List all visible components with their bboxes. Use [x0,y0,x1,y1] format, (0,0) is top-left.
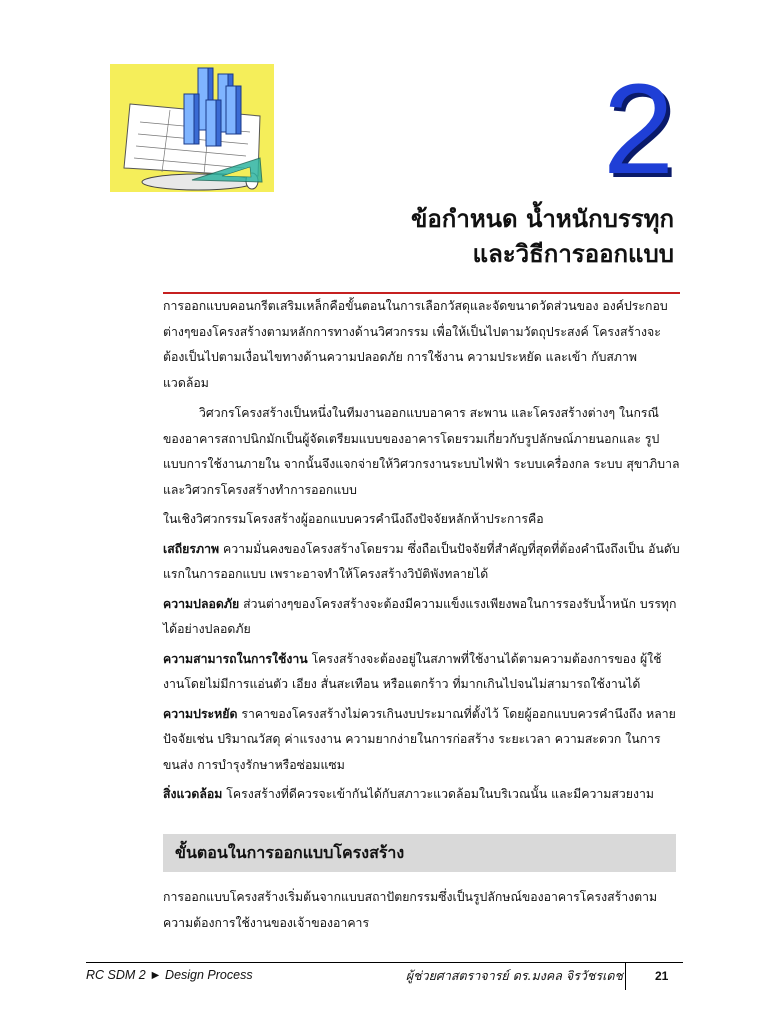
chapter-illustration [110,64,274,192]
section-heading-box [163,834,676,872]
chapter-title-line2: และวิธีการออกแบบ [472,240,674,268]
body-text [163,294,680,808]
factor-term: ความประหยัด [163,706,238,721]
footer-course-title: RC SDM 2 ► Design Process [86,968,253,982]
factor-serviceability [163,647,680,698]
factor-term: เสถียรภาพ [163,541,220,556]
section-paragraph: การออกแบบโครงสร้างเริ่มต้นจากแบบสถาปัตยกรรมซึ่งเป็นรูปลักษณ์ของอาคารโครงสร้างตาม ความต้องการใช้งานของเจ้าของอาคาร [163,890,658,930]
section-heading: ขั้นตอนในการออกแบบโครงสร้าง [175,842,405,862]
factor-environment [163,782,680,808]
intro-paragraph: การออกแบบคอนกรีตเสริมเหล็กคือขั้นตอนในการเลือกวัสดุและจัดขนาดวัดส่วนของ องค์ประกอบต่างๆของโครงสร้างตามหลักการทางด้านวิศวกรรม เพื่อให้เป็นไปตามวัตถุประสงค์ โครงสร้างจะต้องเป็นไปตามเงื่อนไขทางด้านความปลอดภัย การใช้งาน ความประหยัด และเข้า กับสภาพแวดล้อม [163,299,668,390]
chapter-number: 2 [602,58,674,201]
engineer-paragraph: วิศวกรโครงสร้างเป็นหนึ่งในทีมงานออกแบบอาคาร สะพาน และโครงสร้างต่างๆ ในกรณี ของอาคารสถาปนิกมักเป็นผู้จัดเตรียมแบบของอาคารโดยรวมเกี่ยวกับรูปลักษณ์ภายนอกและ รูปแบบการใช้งานภายใน จากนั้นจึงแจกจ่ายให้วิศวกรงานระบบไฟฟ้า ระบบเครื่องกล ระบบ สุขาภิบาล และวิศวกรโครงสร้างทำการออกแบบ [163,406,680,497]
factor-safety [163,592,680,643]
factor-text: ส่วนต่างๆของโครงสร้างจะต้องมีความแข็งแรงเพียงพอในการรองรับน้ำหนัก บรรทุกได้อย่างปลอดภัย [163,596,677,636]
footer-separator [625,962,626,990]
factor-text: โครงสร้างที่ดีควรจะเข้ากันได้กับสภาวะแวดล้อมในบริเวณนั้น และมีความสวยงาม [222,787,655,801]
chapter-title-line1: ข้อกำหนด น้ำหนักบรรทุก [410,205,674,233]
factor-text: โครงสร้างจะต้องอยู่ในสภาพที่ใช้งานได้ตามความต้องการของ ผู้ใช้งานโดยไม่มีการแอ่นตัว เอียง สั่นสะเทือน หรือแตกร้าว ที่มากเกินไปจนไม่สามารถใช้งานได้ [163,651,662,691]
footer-author: ผู้ช่วยศาสตราจารย์ ดร.มงคล จิรวัชรเดช [405,968,623,983]
factors-intro: ในเชิงวิศวกรรมโครงสร้างผู้ออกแบบควรคำนึงถึงปัจจัยหลักห้าประการคือ [163,512,544,526]
factor-economy [163,702,680,779]
factor-term: ความสามารถในการใช้งาน [163,651,308,666]
factor-stability [163,537,680,588]
factor-text: ความมั่นคงของโครงสร้างโดยรวม ซึ่งถือเป็นปัจจัยที่สำคัญที่สุดที่ต้องคำนึงถึงเป็น อันดับแรกในการออกแบบ เพราะอาจทำให้โครงสร้างวิบัติพังทลายได้ [163,541,680,581]
footer-divider [86,962,683,963]
chapter-title [254,202,674,272]
factor-term: ความปลอดภัย [163,596,240,611]
factor-text: ราคาของโครงสร้างไม่ควรเกินงบประมาณที่ตั้งไว้ โดยผู้ออกแบบควรคำนึงถึง หลายปัจจัยเช่น ปริมาณวัสดุ ค่าแรงงาน ความยากง่ายในการก่อสร้าง ระยะเวลา ความสะดวก ในการขนส่ง การบำรุงรักษาหรือซ่อมแซม [163,706,676,772]
page-number: 21 [655,969,669,983]
factor-term: สิ่งแวดล้อม [163,787,223,801]
